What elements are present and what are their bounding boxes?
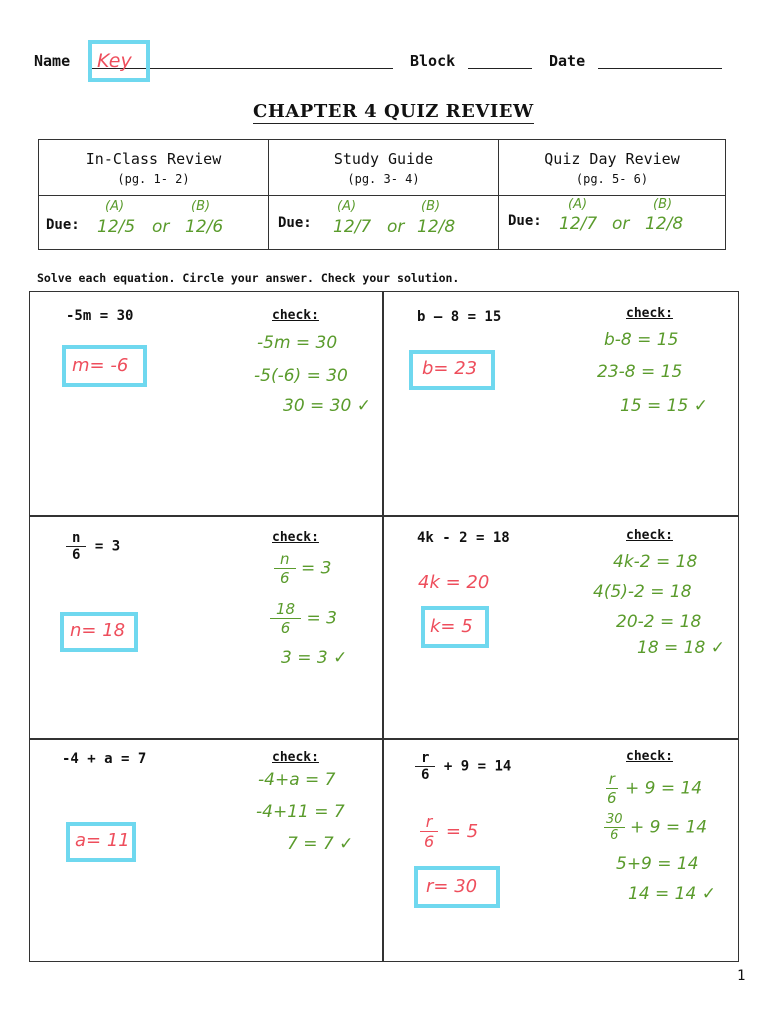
problem-4-check-line: 20-2 = 18: [616, 612, 702, 632]
block-line: [468, 68, 532, 69]
due-mark-a: (A): [105, 198, 125, 214]
problem-3-check-line: [270, 600, 337, 637]
numerator: 30: [606, 812, 623, 827]
fraction: [418, 812, 440, 851]
problem-2-check-line: 15 = 15 ✓: [620, 396, 708, 416]
problem-2-equation: b – 8 = 15: [417, 309, 502, 325]
due-date-b: 12/6: [185, 216, 224, 237]
denominator: 6: [424, 832, 435, 851]
due-col-2-header: [269, 140, 499, 196]
name-value: Key: [97, 50, 132, 72]
due-col-1-header: [39, 140, 269, 196]
due-or: or: [387, 216, 405, 237]
grid-divider-vertical: [382, 291, 384, 962]
due-date-b: 12/8: [417, 216, 456, 237]
problem-4-answer: k= 5: [430, 616, 473, 637]
due-date-a: 12/7: [559, 213, 598, 234]
due-col-3-due: [499, 196, 726, 250]
date-label: Date: [549, 52, 586, 70]
numerator: r: [420, 812, 439, 832]
numerator: n: [274, 550, 296, 569]
due-col-3-header: [499, 140, 726, 196]
due-col-1-due: [39, 196, 269, 250]
problem-6-check-label: check:: [626, 749, 673, 764]
due-col-pages: (pg. 5- 6): [575, 171, 649, 186]
problem-4-check-line: 4k-2 = 18: [613, 552, 698, 572]
problem-1-check-line: -5(-6) = 30: [254, 366, 348, 386]
due-date-a: 12/7: [333, 216, 372, 237]
numerator: 18: [270, 600, 301, 619]
problem-5-equation: -4 + a = 7: [62, 751, 147, 767]
fraction: [604, 770, 620, 807]
block-label: Block: [410, 52, 456, 70]
check-rest: + 9 = 14: [629, 817, 708, 838]
grid-divider-horizontal: [29, 738, 739, 740]
denominator: 6: [280, 569, 290, 587]
due-col-title: In-Class Review: [85, 149, 222, 168]
denominator: 6: [607, 789, 617, 807]
work-rest: = 5: [445, 821, 479, 842]
denominator: 6: [280, 619, 291, 637]
problem-1-answer: m= -6: [72, 355, 129, 376]
problem-3-equation: [66, 530, 120, 563]
due-col-pages: (pg. 3- 4): [347, 171, 420, 186]
due-col-2-due: [269, 196, 499, 250]
problem-1-check-line: 30 = 30 ✓: [283, 396, 371, 416]
due-date-b: 12/8: [645, 213, 684, 234]
problem-5-answer: a= 11: [75, 830, 130, 851]
problem-5-check-line: -4+a = 7: [258, 770, 336, 790]
due-col-title: Quiz Day Review: [544, 149, 680, 168]
due-or: or: [152, 216, 170, 237]
problem-1-check-label: check:: [272, 308, 319, 323]
due-date-a: 12/5: [97, 216, 136, 237]
due-mark-b: (B): [653, 196, 673, 212]
problem-3-check-line: 3 = 3 ✓: [281, 648, 348, 668]
due-or: or: [612, 213, 630, 234]
numerator: n: [66, 530, 86, 547]
problem-3-answer: n= 18: [70, 620, 126, 641]
due-label: Due:: [278, 214, 312, 231]
fraction: [270, 600, 301, 637]
problem-4-check-line: 18 = 18 ✓: [637, 638, 725, 658]
due-mark-a: (A): [568, 196, 588, 212]
numerator: r: [606, 770, 618, 789]
due-col-pages: (pg. 1- 2): [117, 171, 190, 186]
equation-rest: = 3: [94, 538, 121, 555]
problem-2-check-label: check:: [626, 306, 673, 321]
problem-2-answer: b= 23: [422, 358, 478, 379]
date-line: [598, 68, 722, 69]
problem-6-check-line: 14 = 14 ✓: [628, 884, 716, 904]
problem-1-equation: -5m = 30: [66, 308, 134, 324]
page-title: CHAPTER 4 QUIZ REVIEW: [253, 101, 534, 122]
due-mark-b: (B): [191, 198, 211, 214]
check-rest: = 3: [300, 558, 332, 579]
due-label: Due:: [508, 212, 542, 229]
problem-6-check-line: 5+9 = 14: [616, 854, 699, 874]
grid-divider-horizontal: [29, 515, 739, 517]
problem-6-equation: [415, 750, 511, 783]
problem-4-equation: 4k - 2 = 18: [417, 530, 510, 546]
problem-6-work-line: [418, 812, 478, 851]
problem-6-answer: r= 30: [426, 876, 478, 897]
problem-6-check-line: [604, 770, 702, 807]
equation-rest: + 9 = 14: [443, 758, 512, 775]
problem-3-check-line: [274, 550, 331, 587]
problem-4-check-label: check:: [626, 528, 673, 543]
check-rest: + 9 = 14: [624, 778, 703, 799]
page-number: 1: [737, 968, 746, 984]
numerator: r: [415, 750, 435, 767]
check-rest: = 3: [306, 608, 337, 629]
problem-2-check-line: b-8 = 15: [604, 330, 679, 350]
fraction: [604, 812, 625, 843]
fraction: [66, 530, 86, 563]
denominator: 6: [72, 547, 81, 563]
name-label: Name: [34, 52, 71, 70]
due-mark-b: (B): [421, 198, 441, 214]
problem-5-check-label: check:: [272, 750, 319, 765]
problem-5-check-line: -4+11 = 7: [256, 802, 345, 822]
problem-5-check-line: 7 = 7 ✓: [287, 834, 354, 854]
problem-1-check-line: -5m = 30: [257, 333, 338, 353]
due-mark-a: (A): [337, 198, 357, 214]
problem-4-check-line: 4(5)-2 = 18: [593, 582, 692, 602]
problem-3-check-label: check:: [272, 530, 319, 545]
problem-6-check-line: [604, 812, 707, 843]
due-label: Due:: [46, 216, 80, 233]
problem-4-work-line: 4k = 20: [418, 572, 490, 593]
denominator: 6: [610, 828, 619, 843]
due-table: [38, 139, 726, 250]
problem-2-check-line: 23-8 = 15: [597, 362, 683, 382]
fraction: [274, 550, 296, 587]
fraction: [415, 750, 435, 783]
denominator: 6: [421, 767, 430, 783]
due-col-title: Study Guide: [333, 149, 434, 168]
instructions: Solve each equation. Circle your answer. Check your solution.: [37, 271, 460, 285]
